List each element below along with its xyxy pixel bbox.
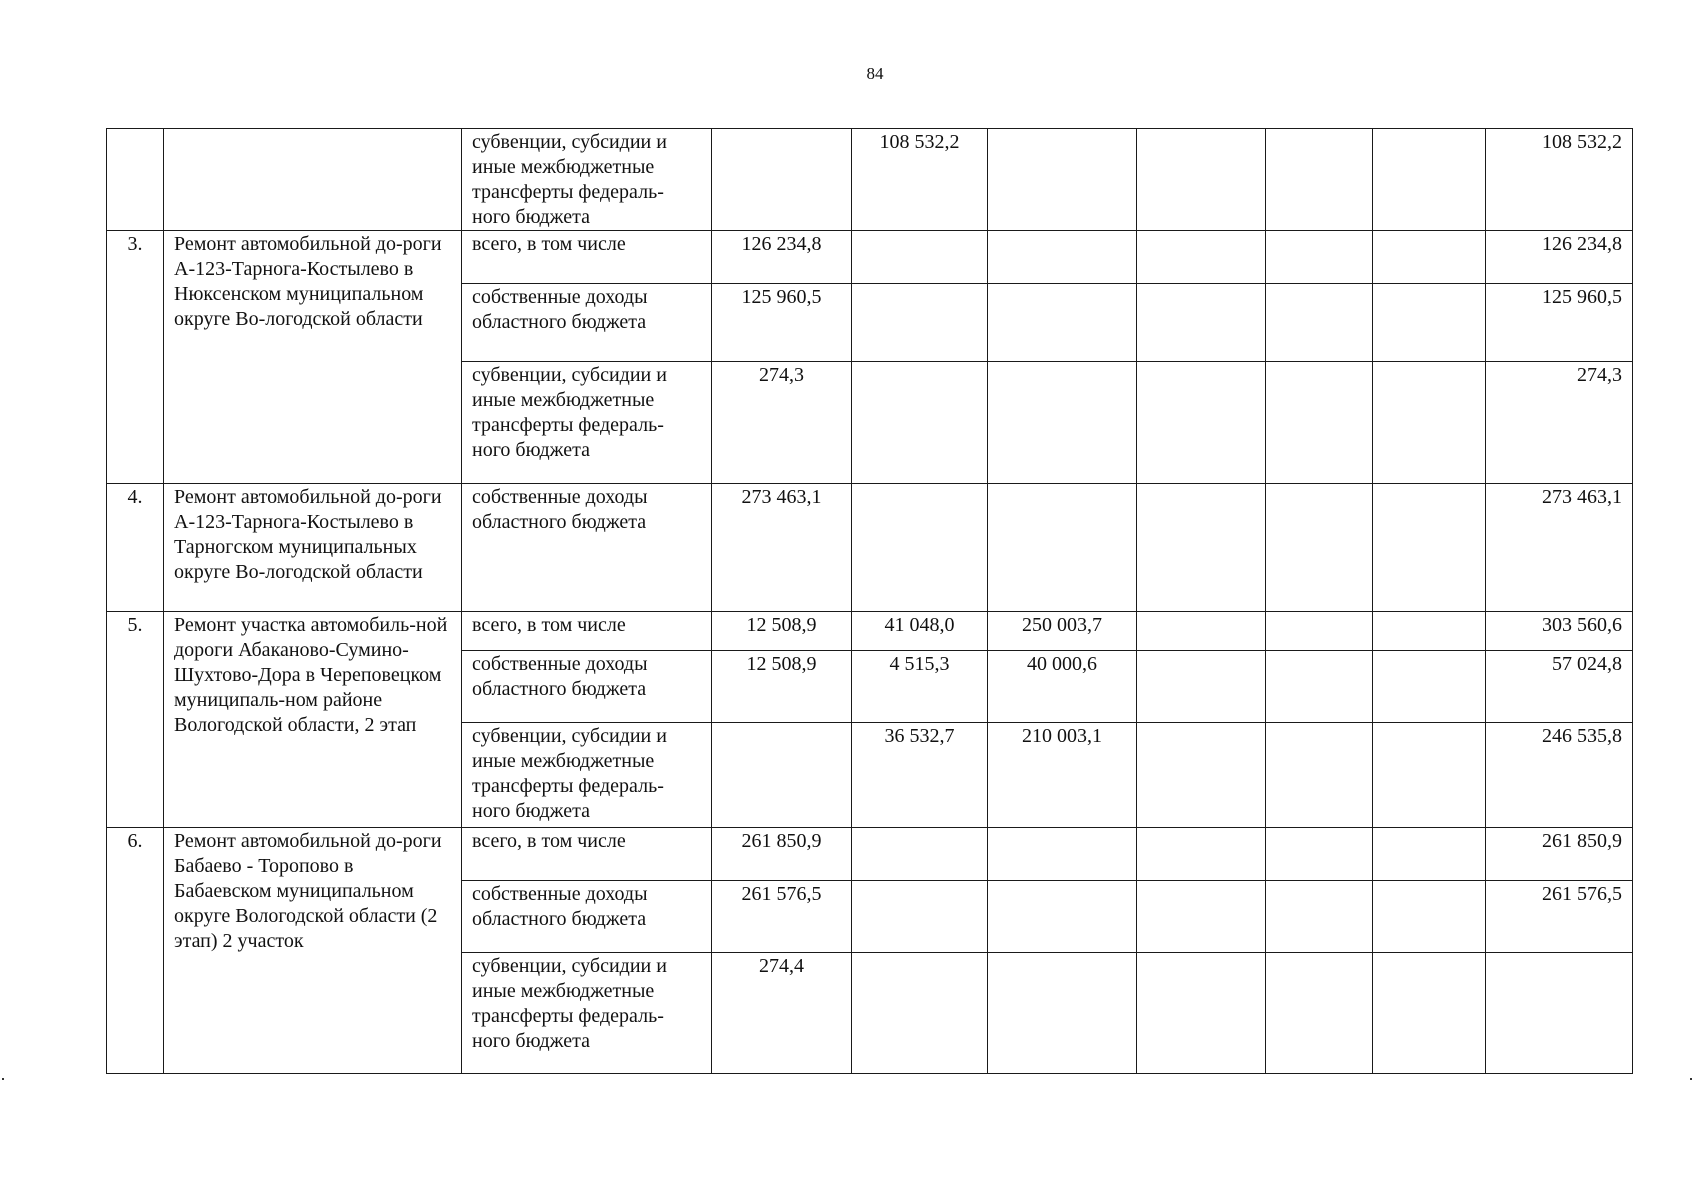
year-value-cell xyxy=(1373,362,1486,484)
object-name: Ремонт участка автомобиль-ной дороги Абаканово-Сумино-Шухтово-Дора в Череповецком муниципаль-ном районе Вологодской области, 2 этап xyxy=(164,612,462,828)
year-value-cell xyxy=(852,953,988,1074)
year-value-cell xyxy=(1266,362,1373,484)
year-value-cell xyxy=(852,881,988,953)
year-value-cell xyxy=(1137,881,1266,953)
row-number: 4. xyxy=(107,484,164,612)
total-value-cell: 246 535,8 xyxy=(1486,723,1633,828)
year-value-cell xyxy=(1373,953,1486,1074)
scan-edge-mark xyxy=(2,1078,4,1080)
year-value-cell: 4 515,3 xyxy=(852,651,988,723)
year-value-cell xyxy=(1266,129,1373,231)
funding-source: собственные доходы областного бюджета xyxy=(462,284,712,362)
funding-source: субвенции, субсидии и иные межбюджетные трансферты федераль-ного бюджета xyxy=(462,129,712,231)
year-value-cell xyxy=(1373,231,1486,284)
total-value-cell xyxy=(1486,953,1633,1074)
funding-source: собственные доходы областного бюджета xyxy=(462,484,712,612)
funding-source: всего, в том числе xyxy=(462,612,712,651)
year-value-cell xyxy=(1266,651,1373,723)
total-value-cell: 261 850,9 xyxy=(1486,828,1633,881)
year-value-cell xyxy=(988,284,1137,362)
total-value-cell: 273 463,1 xyxy=(1486,484,1633,612)
funding-source: субвенции, субсидии и иные межбюджетные трансферты федераль-ного бюджета xyxy=(462,362,712,484)
year-value-cell xyxy=(852,284,988,362)
total-value-cell: 125 960,5 xyxy=(1486,284,1633,362)
funding-source: всего, в том числе xyxy=(462,828,712,881)
table-row xyxy=(107,612,1633,651)
year-value-cell xyxy=(1137,828,1266,881)
year-value-cell: 40 000,6 xyxy=(988,651,1137,723)
year-value-cell: 108 532,2 xyxy=(852,129,988,231)
year-value-cell xyxy=(988,231,1137,284)
total-value-cell: 303 560,6 xyxy=(1486,612,1633,651)
year-value-cell xyxy=(1373,612,1486,651)
year-value-cell xyxy=(852,362,988,484)
total-value-cell: 274,3 xyxy=(1486,362,1633,484)
year-value-cell xyxy=(1137,723,1266,828)
budget-table xyxy=(106,128,1633,1074)
total-value-cell: 57 024,8 xyxy=(1486,651,1633,723)
year-value-cell xyxy=(1137,484,1266,612)
year-value-cell xyxy=(852,231,988,284)
year-value-cell xyxy=(1266,484,1373,612)
year-value-cell xyxy=(1137,231,1266,284)
row-number: 6. xyxy=(107,828,164,1074)
object-name xyxy=(164,129,462,231)
table-row xyxy=(107,484,1633,612)
year-value-cell: 273 463,1 xyxy=(712,484,852,612)
year-value-cell xyxy=(1266,284,1373,362)
year-value-cell xyxy=(1266,231,1373,284)
year-value-cell: 126 234,8 xyxy=(712,231,852,284)
year-value-cell xyxy=(988,129,1137,231)
year-value-cell xyxy=(1266,612,1373,651)
year-value-cell xyxy=(1137,612,1266,651)
year-value-cell xyxy=(988,828,1137,881)
year-value-cell xyxy=(1373,484,1486,612)
table-row xyxy=(107,129,1633,231)
table-body xyxy=(107,129,1633,1074)
year-value-cell xyxy=(1373,651,1486,723)
total-value-cell: 108 532,2 xyxy=(1486,129,1633,231)
year-value-cell xyxy=(1137,284,1266,362)
year-value-cell xyxy=(712,129,852,231)
total-value-cell: 261 576,5 xyxy=(1486,881,1633,953)
year-value-cell: 125 960,5 xyxy=(712,284,852,362)
year-value-cell xyxy=(1137,953,1266,1074)
funding-source: собственные доходы областного бюджета xyxy=(462,651,712,723)
year-value-cell xyxy=(1266,881,1373,953)
year-value-cell xyxy=(1137,651,1266,723)
row-number: 5. xyxy=(107,612,164,828)
year-value-cell xyxy=(1137,362,1266,484)
year-value-cell: 41 048,0 xyxy=(852,612,988,651)
year-value-cell xyxy=(1373,828,1486,881)
year-value-cell: 210 003,1 xyxy=(988,723,1137,828)
year-value-cell xyxy=(1266,723,1373,828)
year-value-cell xyxy=(712,723,852,828)
funding-source: субвенции, субсидии и иные межбюджетные трансферты федераль-ного бюджета xyxy=(462,953,712,1074)
year-value-cell: 261 850,9 xyxy=(712,828,852,881)
table-row xyxy=(107,231,1633,284)
scan-edge-mark xyxy=(1690,1078,1692,1080)
year-value-cell: 274,3 xyxy=(712,362,852,484)
year-value-cell xyxy=(852,484,988,612)
year-value-cell xyxy=(988,953,1137,1074)
funding-source: всего, в том числе xyxy=(462,231,712,284)
year-value-cell: 274,4 xyxy=(712,953,852,1074)
year-value-cell xyxy=(1266,828,1373,881)
table-row xyxy=(107,828,1633,881)
year-value-cell: 12 508,9 xyxy=(712,612,852,651)
year-value-cell xyxy=(1373,129,1486,231)
year-value-cell xyxy=(1373,881,1486,953)
year-value-cell xyxy=(988,881,1137,953)
funding-source: собственные доходы областного бюджета xyxy=(462,881,712,953)
funding-source: субвенции, субсидии и иные межбюджетные трансферты федераль-ного бюджета xyxy=(462,723,712,828)
year-value-cell xyxy=(1373,284,1486,362)
year-value-cell xyxy=(852,828,988,881)
row-number: 3. xyxy=(107,231,164,484)
year-value-cell: 261 576,5 xyxy=(712,881,852,953)
year-value-cell xyxy=(1373,723,1486,828)
year-value-cell: 36 532,7 xyxy=(852,723,988,828)
object-name: Ремонт автомобильной до-роги А-123-Тарнога-Костылево в Нюксенском муниципальном округе Во-логодской области xyxy=(164,231,462,484)
row-number xyxy=(107,129,164,231)
year-value-cell xyxy=(1266,953,1373,1074)
year-value-cell xyxy=(988,362,1137,484)
object-name: Ремонт автомобильной до-роги Бабаево - Торопово в Бабаевском муниципальном округе Вологодской области (2 этап) 2 участок xyxy=(164,828,462,1074)
total-value-cell: 126 234,8 xyxy=(1486,231,1633,284)
year-value-cell xyxy=(1137,129,1266,231)
year-value-cell: 12 508,9 xyxy=(712,651,852,723)
page-number: 84 xyxy=(866,64,884,83)
year-value-cell: 250 003,7 xyxy=(988,612,1137,651)
object-name: Ремонт автомобильной до-роги А-123-Тарнога-Костылево в Тарногском муниципальных округе Во-логодской области xyxy=(164,484,462,612)
year-value-cell xyxy=(988,484,1137,612)
